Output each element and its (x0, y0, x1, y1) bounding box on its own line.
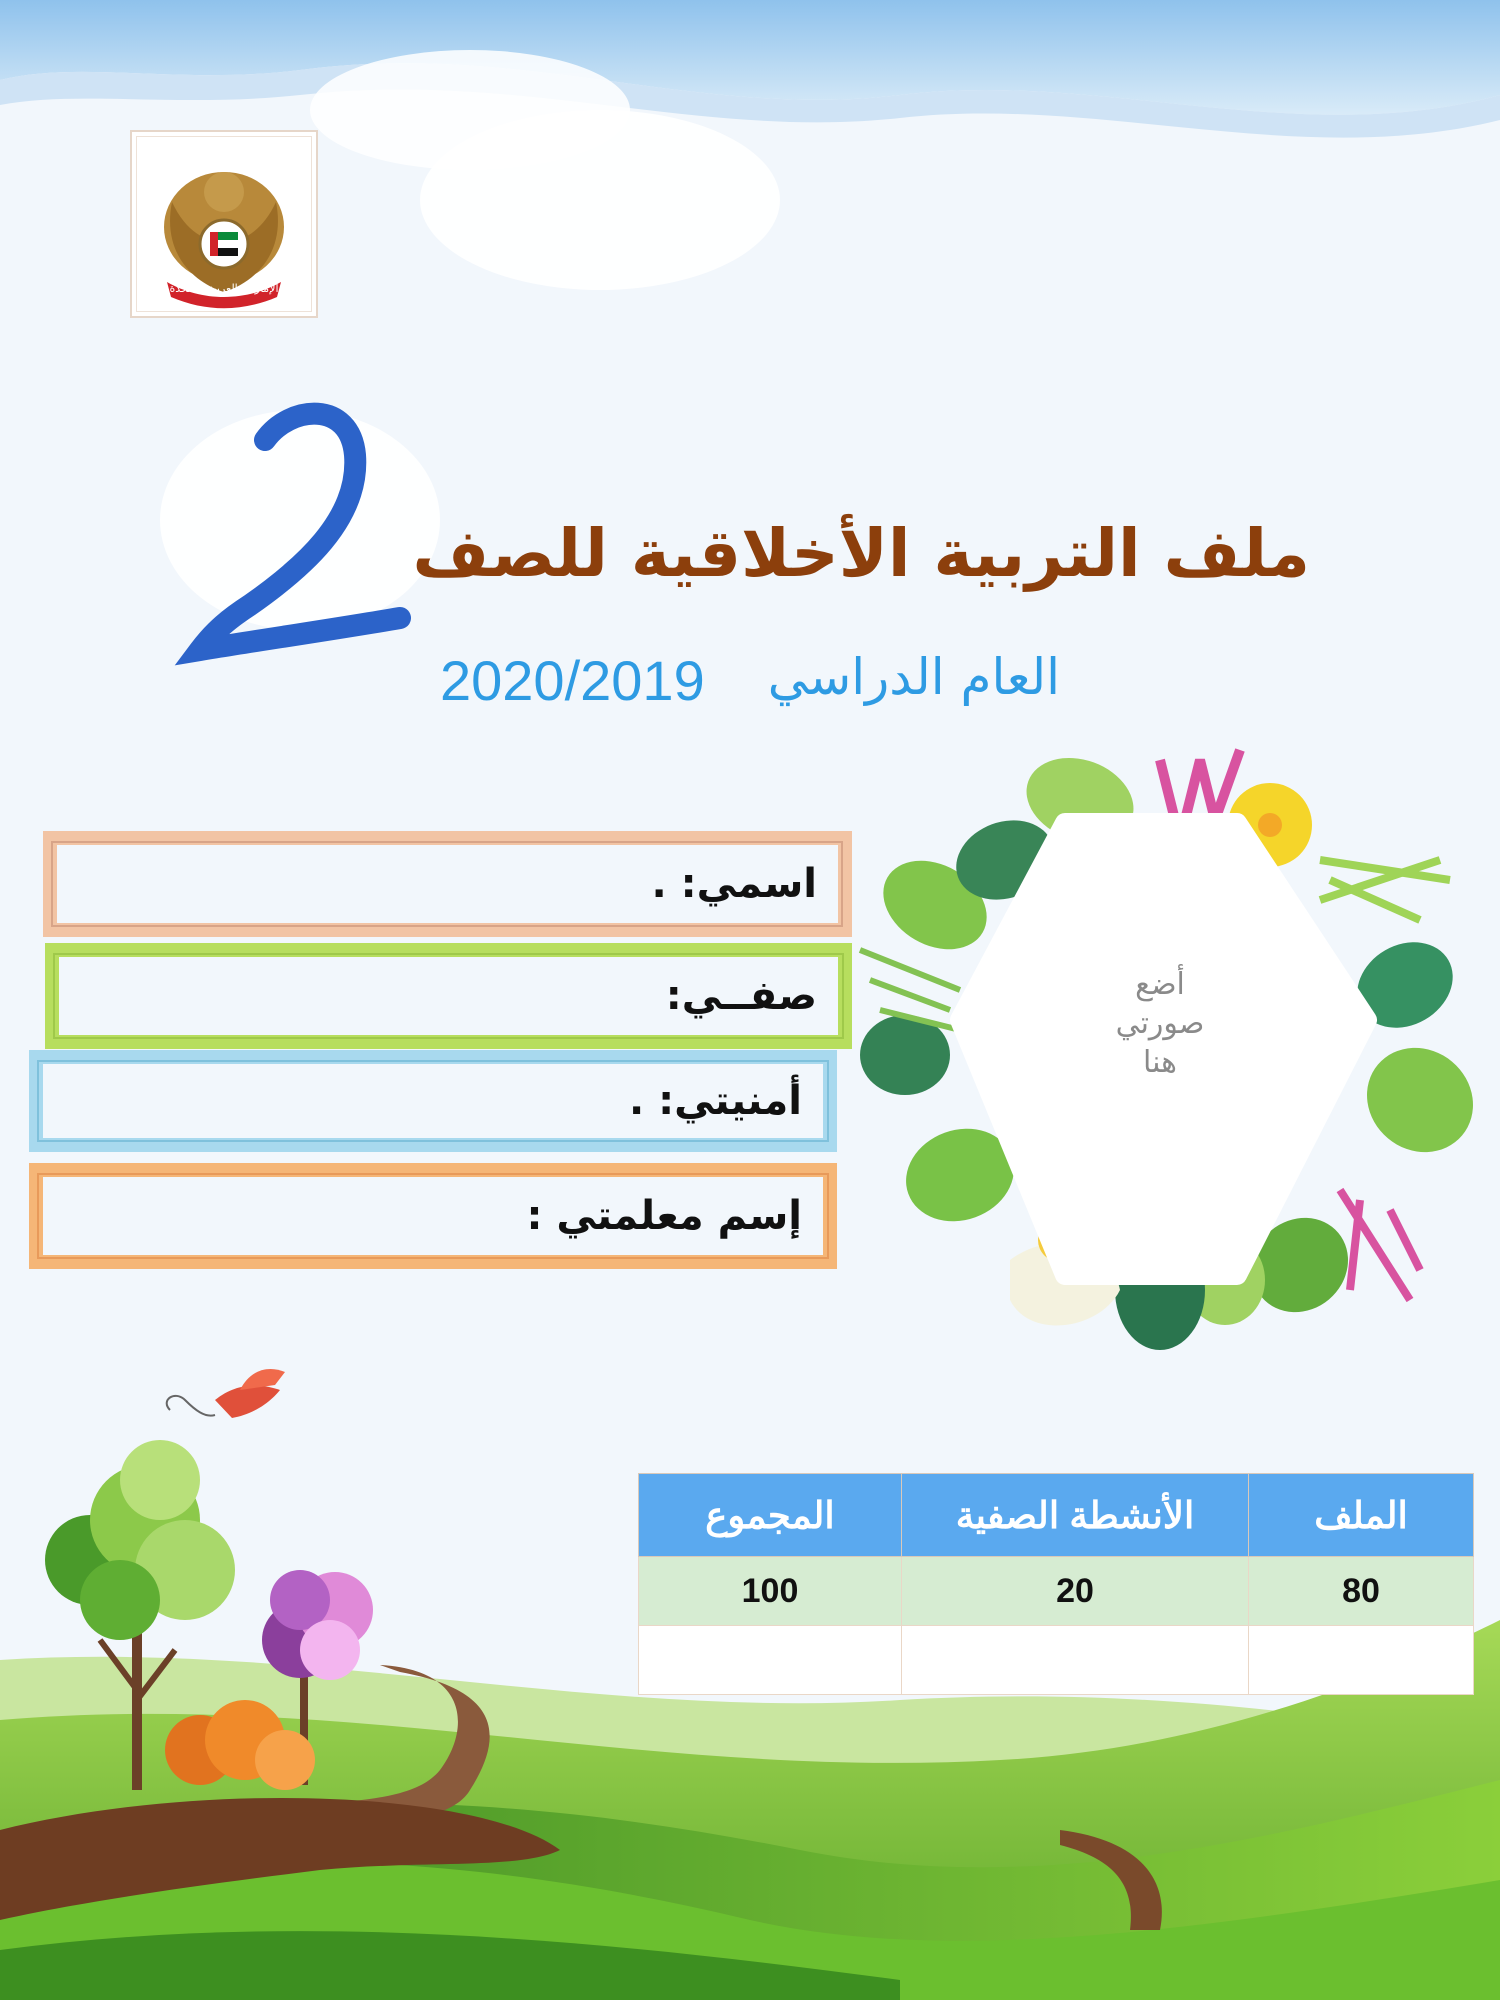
scores-table (638, 1473, 1474, 1695)
emblem-text: الإمارات العربية المتحدة (169, 282, 279, 295)
name-label: اسمي: . (651, 861, 817, 907)
school-year-label: العام الدراسي (767, 648, 1060, 706)
table-row (639, 1557, 1474, 1626)
value-file: 80 (1249, 1557, 1474, 1626)
blank-cell[interactable] (902, 1626, 1249, 1695)
school-year-value: 2020/2019 (440, 649, 705, 712)
header-file: الملف (1249, 1474, 1474, 1557)
name-field[interactable] (50, 838, 845, 930)
photo-text-line: هنا (1142, 1045, 1177, 1080)
page-title: ملف التربية الأخلاقية للصف (412, 515, 1310, 592)
grade-number (250, 420, 256, 431)
blank-cell[interactable] (639, 1626, 902, 1695)
class-label: صفــي: (665, 973, 817, 1019)
value-class-activities: 20 (902, 1557, 1249, 1626)
teacher-name-label: إسم معلمتي : (526, 1193, 802, 1239)
photo-text-line: صورتي (1115, 1006, 1205, 1041)
blank-cell[interactable] (1249, 1626, 1474, 1695)
photo-text-line: أضع (1135, 967, 1185, 1002)
teacher-name-field[interactable] (36, 1170, 830, 1262)
table-header-row (639, 1474, 1474, 1557)
value-total: 100 (639, 1557, 902, 1626)
table-row[interactable] (639, 1626, 1474, 1695)
class-field[interactable] (52, 950, 845, 1042)
photo-placeholder[interactable] (1060, 965, 1260, 1082)
header-class-activities: الأنشطة الصفية (902, 1474, 1249, 1557)
header-total: المجموع (639, 1474, 902, 1557)
uae-emblem (130, 130, 318, 318)
wish-field[interactable] (36, 1057, 830, 1145)
wish-label: أمنيتي: . (628, 1078, 802, 1124)
